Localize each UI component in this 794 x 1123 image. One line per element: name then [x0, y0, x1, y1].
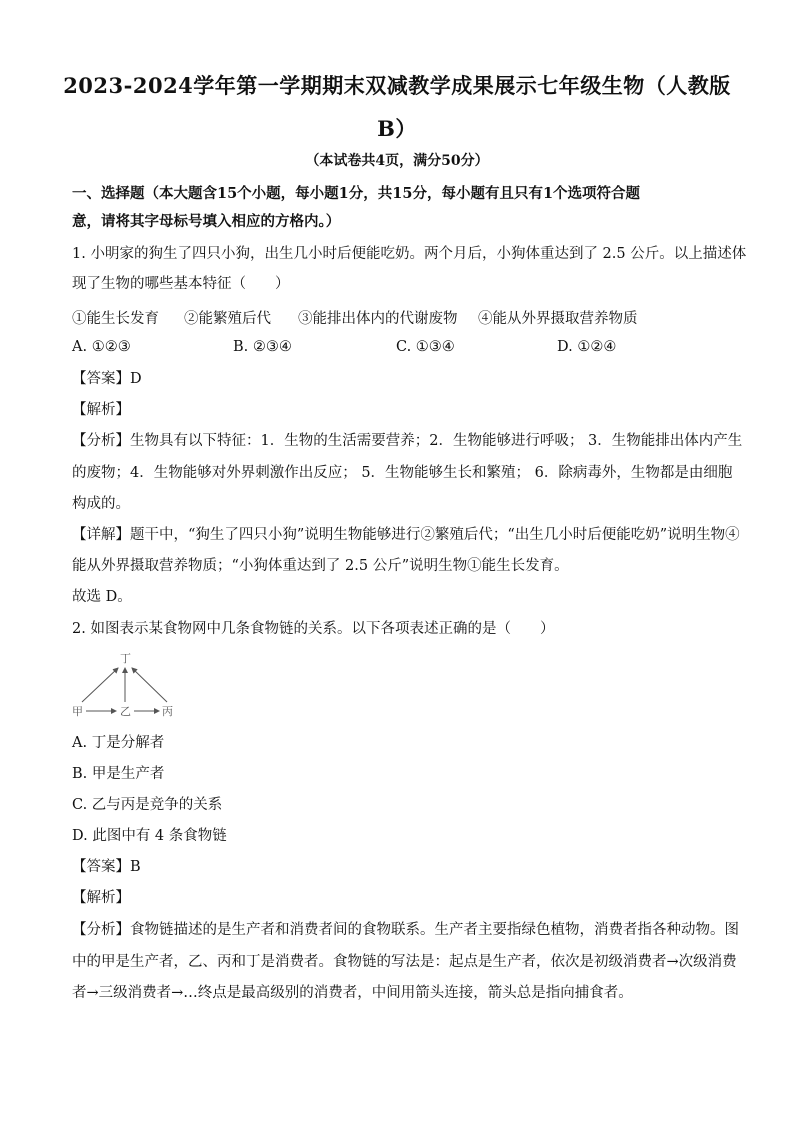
page-title-line1: 2023-2024学年第一学期期末双减教学成果展示七年级生物（人教版: [63, 73, 731, 98]
diagram-label-ding: 丁: [120, 652, 131, 665]
diagram-label-yi: 乙: [120, 705, 131, 718]
q1-stem-line2: 现了生物的哪些基本特征（ ）: [72, 276, 290, 292]
q2-answer: 【答案】B: [72, 859, 141, 875]
q1-item-1: ①能生长发育: [72, 311, 159, 327]
section-heading-line1: 一、选择题（本大题含15个小题，每小题1分，共15分，每小题有且只有1个选项符合题: [72, 185, 641, 202]
q2-analysis-heading: 【解析】: [72, 890, 130, 906]
q1-analysis-heading: 【解析】: [72, 402, 130, 418]
q1-item-4: ④能从外界摄取营养物质: [478, 311, 638, 327]
q2-option-b: B. 甲是生产者: [72, 766, 165, 782]
q1-conclusion: 故选 D。: [72, 589, 132, 605]
page-title-line2: B）: [377, 116, 417, 141]
arrow-jia-ding: [82, 668, 118, 702]
q1-analysis-line3: 构成的。: [72, 496, 130, 512]
q1-analysis-line1: 【分析】生物具有以下特征：1．生物的生活需要营养；2．生物能够进行呼吸； 3．生物能排出体内产生: [72, 433, 743, 449]
q1-option-b: B. ②③④: [233, 339, 292, 355]
page-subtitle: （本试卷共4页，满分50分）: [305, 153, 489, 169]
q1-option-c: C. ①③④: [396, 339, 455, 355]
food-web-diagram: [70, 650, 190, 725]
q1-stem-line1: 1. 小明家的狗生了四只小狗，出生几小时后便能吃奶。两个月后，小狗体重达到了 2.5 公斤。以上描述体: [72, 246, 747, 262]
q2-option-a: A. 丁是分解者: [72, 735, 165, 751]
q1-item-3: ③能排出体内的代谢废物: [298, 311, 458, 327]
q2-analysis-line1: 【分析】食物链描述的是生产者和消费者间的食物联系。生产者主要指绿色植物，消费者指各种动物。图: [72, 922, 739, 938]
q1-option-a: A. ①②③: [72, 339, 131, 355]
diagram-label-bing: 丙: [162, 705, 173, 718]
diagram-label-jia: 甲: [72, 705, 83, 718]
q2-analysis-line2: 中的甲是生产者，乙、丙和丁是消费者。食物链的写法是：起点是生产者，依次是初级消费者→次级消费: [72, 954, 737, 970]
q2-option-d: D. 此图中有 4 条食物链: [72, 828, 227, 844]
q1-analysis-line2: 的废物；4．生物能够对外界刺激作出反应； 5．生物能够生长和繁殖； 6．除病毒外，生物都是由细胞: [72, 465, 733, 481]
q1-detail-line2: 能从外界摄取营养物质；“小狗体重达到了 2.5 公斤”说明生物①能生长发育。: [72, 558, 569, 574]
q1-detail-line1: 【详解】题干中，“狗生了四只小狗”说明生物能够进行②繁殖后代；“出生几小时后便能吃奶”说明生物④: [72, 527, 740, 543]
q1-option-d: D. ①②④: [557, 339, 617, 355]
q2-stem: 2. 如图表示某食物网中几条食物链的关系。以下各项表述正确的是（ ）: [72, 621, 555, 637]
q2-option-c: C. 乙与丙是竞争的关系: [72, 797, 223, 813]
q1-item-2: ②能繁殖后代: [184, 311, 271, 327]
q2-analysis-line3: 者→三级消费者→…终点是最高级别的消费者，中间用箭头连接，箭头总是指向捕食者。: [72, 985, 633, 1001]
section-heading-line2: 意，请将其字母标号填入相应的方格内。）: [72, 213, 341, 230]
arrow-bing-ding: [132, 668, 167, 702]
q1-answer: 【答案】D: [72, 371, 142, 387]
